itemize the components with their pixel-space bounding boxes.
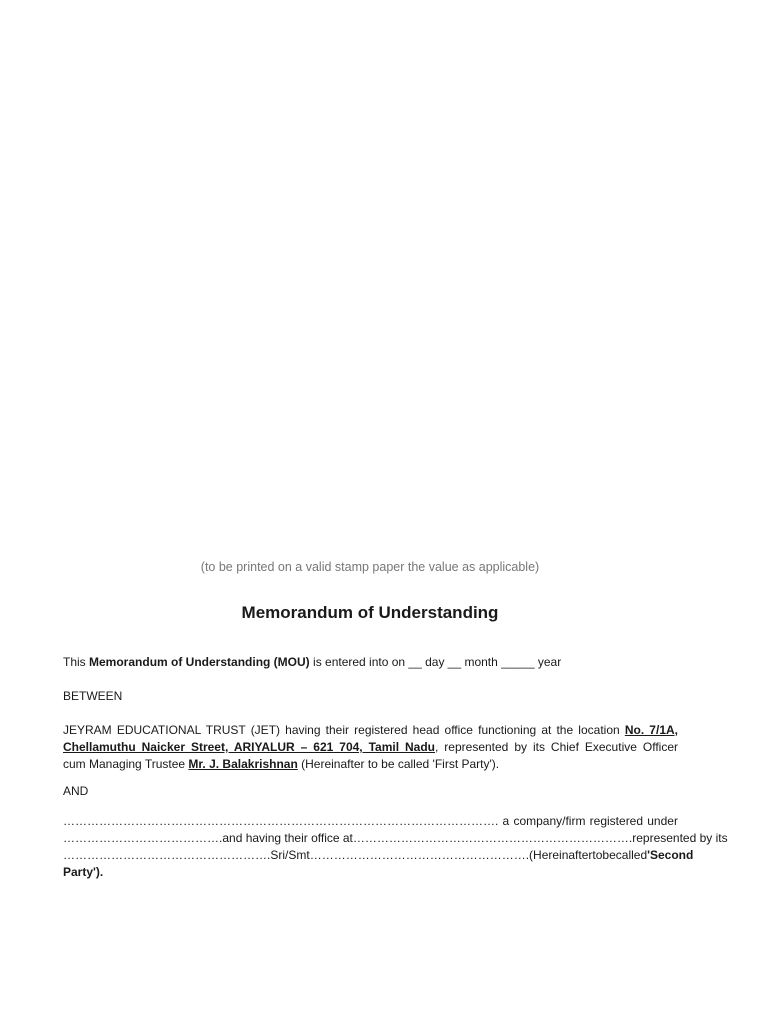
- first-party-line-2: [63, 739, 678, 756]
- first-party-line-1-text: JEYRAM EDUCATIONAL TRUST (JET) having their registered head office functioning at the location: [63, 723, 625, 737]
- second-party-word: represented by its: [632, 831, 728, 845]
- second-party-word: under: [647, 814, 678, 828]
- second-party-line-3: [63, 847, 694, 864]
- first-party-line-3-text-a: cum Managing Trustee: [63, 757, 189, 771]
- intro-line: [63, 654, 678, 671]
- first-party-paragraph: [63, 722, 678, 773]
- blank-designation: …………………………………………….: [63, 848, 271, 862]
- blank-company-name: ……………………………………………………………………………………………….: [63, 814, 499, 828]
- second-party-word: Sri/Smt: [270, 848, 310, 862]
- second-party-line-4: [63, 864, 678, 881]
- document-title: Memorandum of Understanding: [241, 603, 499, 622]
- blank-registration-act: ………………………………….: [63, 831, 223, 845]
- second-party-word-bold: 'Second: [647, 848, 694, 862]
- blank-office-address: …………………………………………………………….: [352, 831, 633, 845]
- first-party-line-1: [63, 722, 678, 739]
- second-party-word: company/firm: [513, 814, 586, 828]
- and-label: AND: [63, 784, 89, 798]
- intro-prefix: This: [63, 655, 90, 669]
- second-party-paragraph: [63, 813, 728, 881]
- second-party-word: a: [502, 814, 510, 828]
- second-party-end: Party').: [63, 865, 104, 879]
- stamp-paper-note: (to be printed on a valid stamp paper the value as applicable): [200, 560, 540, 574]
- between-label: BETWEEN: [63, 689, 123, 703]
- first-party-line-3-text-b: (Hereinafter to be called 'First Party').: [297, 757, 500, 771]
- first-party-line-3: [63, 756, 678, 773]
- first-party-line-2-text: , represented by its Chief Executive Officer: [435, 740, 678, 754]
- first-party-address-part-2: Chellamuthu Naicker Street, ARIYALUR – 621 704, Tamil Nadu: [63, 740, 436, 754]
- second-party-word: to: [592, 848, 603, 862]
- second-party-line-1: [63, 813, 678, 830]
- first-party-address-part-1: No. 7/1A,: [624, 723, 678, 737]
- intro-suffix: is entered into on __ day __ month _____ year: [309, 655, 562, 669]
- second-party-line-2: [63, 830, 728, 847]
- second-party-word: registered: [589, 814, 644, 828]
- second-party-word: (Hereinafter: [529, 848, 593, 862]
- second-party-word: and having their office at: [222, 831, 353, 845]
- second-party-word: be: [602, 848, 616, 862]
- blank-representative-name: ……………………………………………….: [309, 848, 530, 862]
- intro-bold-mou: Memorandum of Understanding (MOU): [89, 655, 310, 669]
- second-party-word: called: [615, 848, 648, 862]
- first-party-representative: Mr. J. Balakrishnan: [188, 757, 298, 771]
